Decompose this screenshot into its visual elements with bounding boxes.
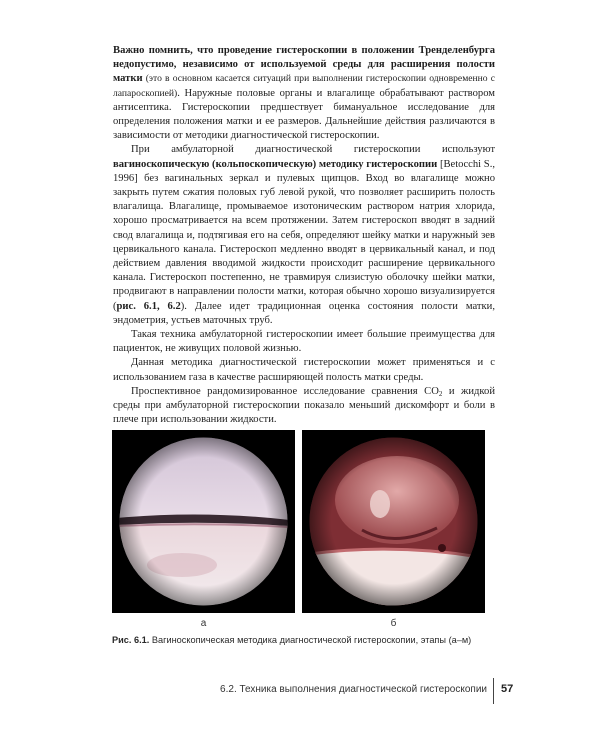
figure-reference: рис. 6.1, 6.2 — [116, 300, 181, 312]
body-text — [113, 44, 495, 427]
paragraph-1 — [113, 44, 495, 143]
paragraph-3: Такая техника амбулаторной гистероскопии имеет большие преимущества для пациенток, не живущих половой жизнью. — [113, 329, 495, 355]
caption-text: Вагиноскопическая методика диагностической гистероскопии, этапы (а–м) — [149, 635, 472, 645]
caption-label: Рис. 6.1. — [112, 635, 150, 645]
body-text-run: [Betocchi S., 1996] без вагинальных зеркал и пулевых щипцов. Вход во влагалище можно закрыть путем сжатия половых губ левой рукой, что позволяет расширить полость влагалища. Влагалище, промываемое изотоническим раствором натрия хлорида, хорошо просматривается на всем протяжении. Затем гистероскоп вводят в задний свод влагалища и, подтягивая его на себя, определяют шейку матки и наружный зев цервикального канала. Гистероскоп медленно вводят в цервикальный канал, и под действием давления вводимой жидкости происходит расширение цервикального канала. Гистероскоп постепенно, не травмируя слизистую оболочку шейки матки, продвигают в направлении полости матки, которая обычно хорошо визуализируется ( — [113, 158, 495, 312]
body-text-run: и жидкой среды при амбулаторной гистероскопии показало меньший дискомфорт и боли в плече при использовании жидкости. — [113, 385, 495, 426]
emphasis-text: вагиноскопическую (кольпоскопическую) методику гистероскопии — [113, 158, 438, 170]
figure-label-a: а — [200, 618, 207, 629]
figure-label-b: б — [390, 618, 397, 629]
paragraph-2 — [113, 143, 495, 328]
emphasis-text: Важно помнить, что проведение гистероскопии в положении Тренделенбурга недопустимо, независимо от используемой среды для расширения полости матки — [113, 45, 495, 85]
footer-divider — [493, 678, 494, 704]
body-text-run: . Наружные половые органы и влагалище обрабатывают раствором антисептика. Гистероскопии предшествует бимануальное исследование для определения положения матки и ее размеров. Дальнейшие действия различаются в зависимости от методики диагностической гистероскопии. — [113, 87, 495, 142]
body-text-run: При амбулаторной диагностической гистероскопии используют — [131, 144, 495, 156]
parenthetical-text: (это в основном касается ситуаций при выполнении гистероскопии одновременно с лапароскопией) — [113, 73, 495, 99]
endoscopy-photo-b — [302, 430, 485, 613]
body-text-run: Проспективное рандомизированное исследование сравнения CO — [131, 385, 439, 397]
paragraph-4: Данная методика диагностической гистероскопии может применяться и с использованием газа в качестве расширяющей полость матки среды. — [113, 357, 495, 383]
body-text-run: ). Далее идет традиционная оценка состояния полости матки, эндометрия, устьев маточных труб. — [113, 300, 495, 326]
paragraph-5 — [113, 385, 495, 428]
endoscopy-photo-a — [112, 430, 295, 613]
subscript: 2 — [438, 389, 443, 398]
running-footer-title: 6.2. Техника выполнения диагностической гистероскопии — [220, 684, 487, 695]
page-number: 57 — [501, 683, 514, 695]
figure-caption — [112, 635, 512, 645]
